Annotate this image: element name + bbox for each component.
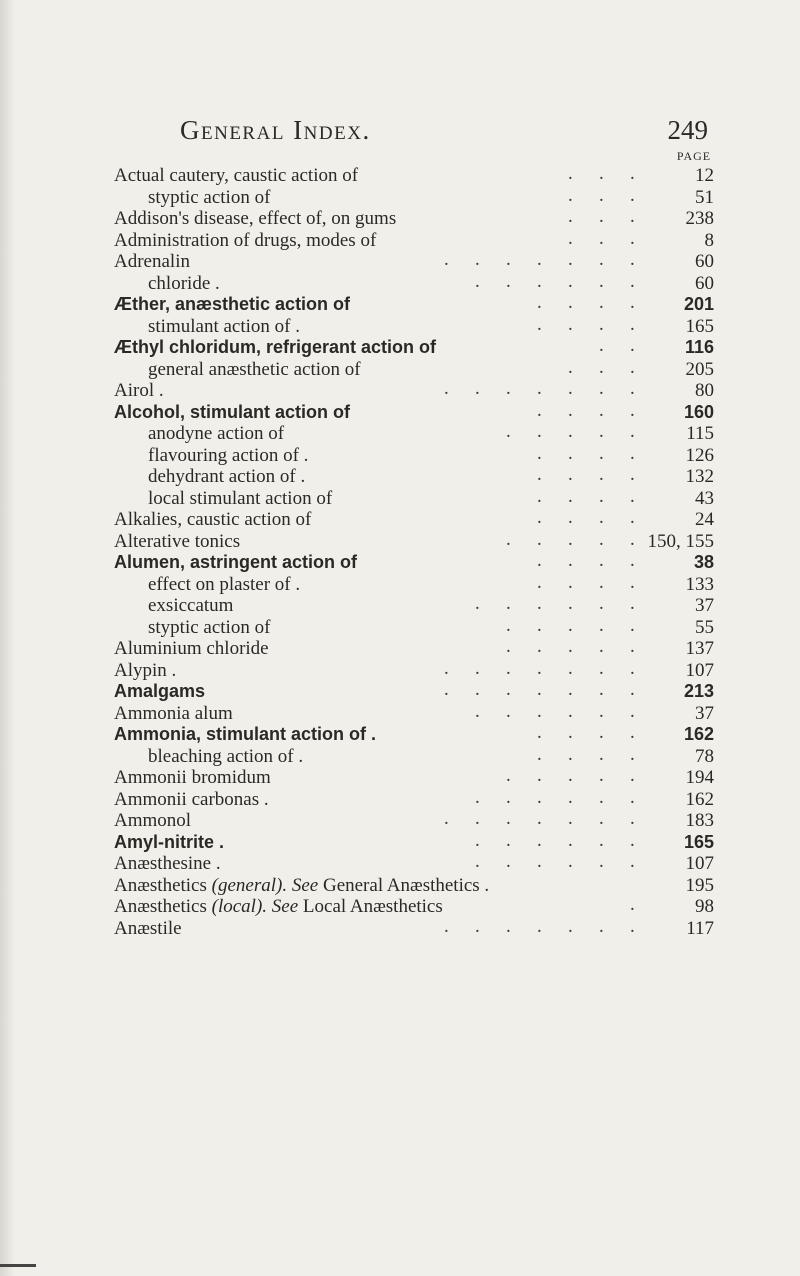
index-entry (114, 165, 714, 187)
leader-dots: . . . . (537, 485, 635, 507)
index-entry (114, 638, 714, 660)
entry-page: 24 (695, 509, 714, 530)
index-entry (114, 810, 714, 832)
index-subentry (114, 270, 714, 295)
leader-dots: . . . . . . . (444, 808, 635, 829)
entry-term: Alumen, astringent action of (114, 552, 358, 572)
entry-term: Æthyl chloridum, refrigerant action of (114, 337, 437, 357)
entry-term: chloride . (148, 272, 220, 294)
entry-term: exsiccatum (148, 595, 234, 616)
entry-page: 205 (685, 358, 714, 380)
entry-page: 132 (685, 466, 714, 487)
entry-term: general anæsthetic action of (148, 358, 361, 380)
entry-term (114, 896, 443, 918)
leader-dots: . . . . (537, 722, 635, 743)
leader-dots: . . . . (537, 743, 635, 765)
leader-dots: . . . . (537, 550, 635, 571)
index-entry (114, 875, 714, 897)
leader-dots: . . . . . . (475, 270, 635, 292)
entry-term: Ammonii carbonas . (114, 788, 269, 810)
index-entry (114, 700, 714, 725)
entry-term: Ammonii bromidum (114, 767, 271, 788)
entry-page: 165 (683, 831, 714, 852)
entry-page: 165 (685, 315, 714, 337)
entry-term: Alypin . (114, 659, 177, 681)
entry-term: Addison's disease, effect of, on gums (114, 208, 397, 229)
index-entry (114, 915, 714, 940)
leader-dots: . . . . . . (475, 700, 635, 722)
see-target: General Anæsthetics . (322, 874, 490, 896)
see-target: Local Anæsthetics (302, 896, 443, 917)
index-entry (114, 681, 714, 703)
entry-page: 37 (695, 595, 714, 616)
entry-page: 107 (685, 853, 714, 874)
entry-page: 238 (685, 208, 714, 229)
page-column-label: PAGE (676, 149, 712, 163)
entry-page: 78 (695, 745, 714, 767)
entry-term: Ammonia alum (114, 702, 233, 724)
index-subentry (114, 743, 714, 768)
entry-page: 183 (685, 810, 714, 831)
entry-term: Airol . (114, 380, 164, 401)
entry-page: 8 (704, 229, 714, 251)
leader-dots: . . . . . (506, 765, 635, 786)
entry-page: 201 (683, 294, 714, 314)
index-entry (114, 251, 714, 273)
index-entry (114, 657, 714, 682)
leader-dots: . . . . . . . (444, 679, 635, 700)
entry-page: 60 (695, 251, 714, 272)
leader-dots: . . . . . . (475, 829, 635, 851)
index-subentry (114, 571, 714, 596)
index-entry (114, 786, 714, 811)
leader-dots: . . . . (537, 442, 635, 464)
index-entry (114, 528, 714, 553)
entry-page: 12 (695, 165, 714, 186)
entry-term: flavouring action of . (148, 444, 309, 466)
entry-page: 80 (695, 380, 714, 401)
entry-page: 195 (685, 874, 714, 896)
leader-dots: . . . . . (506, 528, 635, 550)
entry-page: 51 (695, 186, 714, 208)
leader-dots: . . . . . (506, 636, 635, 657)
entry-term: Ammonia, stimulant action of . (114, 724, 377, 744)
entry-term (114, 875, 489, 897)
entry-term: Anæstile (114, 917, 182, 939)
entry-term: styptic action of (148, 186, 271, 208)
entry-page: 116 (684, 337, 714, 357)
entry-qualifier: (general). (211, 874, 288, 896)
leader-dots: . . . (568, 206, 635, 227)
entry-term: styptic action of (148, 616, 271, 638)
index-entry (114, 399, 714, 424)
entry-page: 126 (685, 444, 714, 466)
index-subentry (114, 466, 714, 488)
entry-term: anodyne action of (148, 423, 285, 444)
see-reference: See (271, 896, 299, 917)
leader-dots: . . . . . . . (444, 657, 635, 679)
entry-page: 137 (685, 638, 714, 659)
entry-page: 133 (685, 573, 714, 595)
leader-dots: . . . . (537, 571, 635, 593)
leader-dots: . . (599, 335, 635, 356)
index-entry (114, 767, 714, 789)
index-entry (114, 337, 714, 359)
leader-dots: . . . (568, 163, 635, 184)
index-subentry (114, 356, 714, 381)
entry-page: 150, 155 (647, 530, 714, 552)
index-entry (114, 227, 714, 252)
index-entry (114, 853, 714, 875)
entry-term-main: Anæsthetics (114, 874, 207, 896)
entry-page: 117 (686, 917, 714, 939)
index-entry (114, 380, 714, 402)
index-subentry (114, 313, 714, 338)
leader-dots: . . . (568, 227, 635, 249)
entry-term-main: Anæsthetics (114, 896, 207, 917)
entry-term: dehydrant action of . (148, 466, 306, 487)
index-subentry (114, 423, 714, 445)
leader-dots: . . . . . . . (444, 249, 635, 270)
running-title: General Index. (180, 115, 371, 145)
index-entry (114, 509, 714, 531)
entry-page: 107 (685, 659, 714, 681)
leader-dots: . . . . . . . (444, 915, 635, 937)
entry-page: 194 (685, 767, 714, 788)
index-entry (114, 208, 714, 230)
leader-dots: . . . . . . (475, 593, 635, 614)
index-entries (114, 165, 714, 939)
leader-dots: . . . . (537, 464, 635, 485)
see-reference: See (291, 874, 319, 896)
index-entry (114, 294, 714, 316)
entry-page: 162 (683, 724, 714, 744)
entry-term: Alterative tonics (114, 530, 241, 552)
entry-term: Ammonol (114, 810, 192, 831)
index-subentry (114, 184, 714, 209)
index-subentry (114, 614, 714, 639)
entry-page: 37 (695, 702, 714, 724)
page-number: 249 (667, 115, 708, 145)
entry-term: Aluminium chloride (114, 638, 269, 659)
index-entry (114, 552, 714, 574)
entry-page: 160 (683, 401, 714, 422)
entry-term: bleaching action of . (148, 745, 304, 767)
entry-page: 43 (695, 487, 714, 509)
index-subentry (114, 595, 714, 617)
entry-term: Actual cautery, caustic action of (114, 165, 359, 186)
leader-dots: . . . . (537, 292, 635, 313)
entry-term: effect on plaster of . (148, 573, 301, 595)
entry-term: Adrenalin (114, 251, 190, 272)
leader-dots: . . . . . (506, 614, 635, 636)
entry-term: local stimulant action of (148, 487, 333, 509)
index-subentry (114, 442, 714, 467)
leader-dots: . . . . . (506, 421, 635, 442)
index-entry (114, 724, 714, 746)
entry-term: Amyl-nitrite . (114, 831, 225, 852)
leader-dots: . . . . . . (475, 786, 635, 808)
entry-page: 38 (693, 552, 714, 572)
page-header (180, 115, 708, 155)
leader-dots: . . . . (537, 313, 635, 335)
entry-term: Administration of drugs, modes of (114, 229, 377, 251)
entry-page: 55 (695, 616, 714, 638)
entry-term: Anæsthesine . (114, 853, 221, 874)
entry-page: 115 (686, 423, 714, 444)
leader-dots: . . . (568, 184, 635, 206)
entry-page: 162 (685, 788, 714, 810)
leader-dots: . . . . . . (475, 851, 635, 872)
entry-page: 213 (683, 681, 714, 701)
leader-dots: . . . . (537, 399, 635, 421)
leader-dots: . . . . . . . (444, 378, 635, 399)
entry-page: 60 (695, 272, 714, 294)
index-subentry (114, 485, 714, 510)
page-border-mark (0, 1264, 36, 1267)
entry-term: Alkalies, caustic action of (114, 509, 312, 530)
entry-term: Alcohol, stimulant action of (114, 401, 351, 422)
entry-page: 98 (695, 896, 714, 917)
entry-term: Amalgams (114, 681, 206, 701)
index-entry (114, 829, 714, 854)
index-entry (114, 896, 714, 918)
entry-term: stimulant action of . (148, 315, 300, 337)
leader-dots: . (630, 894, 635, 915)
entry-qualifier: (local). (211, 896, 268, 917)
page-edge (0, 0, 14, 1276)
entry-term: Æther, anæsthetic action of (114, 294, 351, 314)
leader-dots: . . . (568, 356, 635, 378)
leader-dots: . . . . (537, 507, 635, 528)
